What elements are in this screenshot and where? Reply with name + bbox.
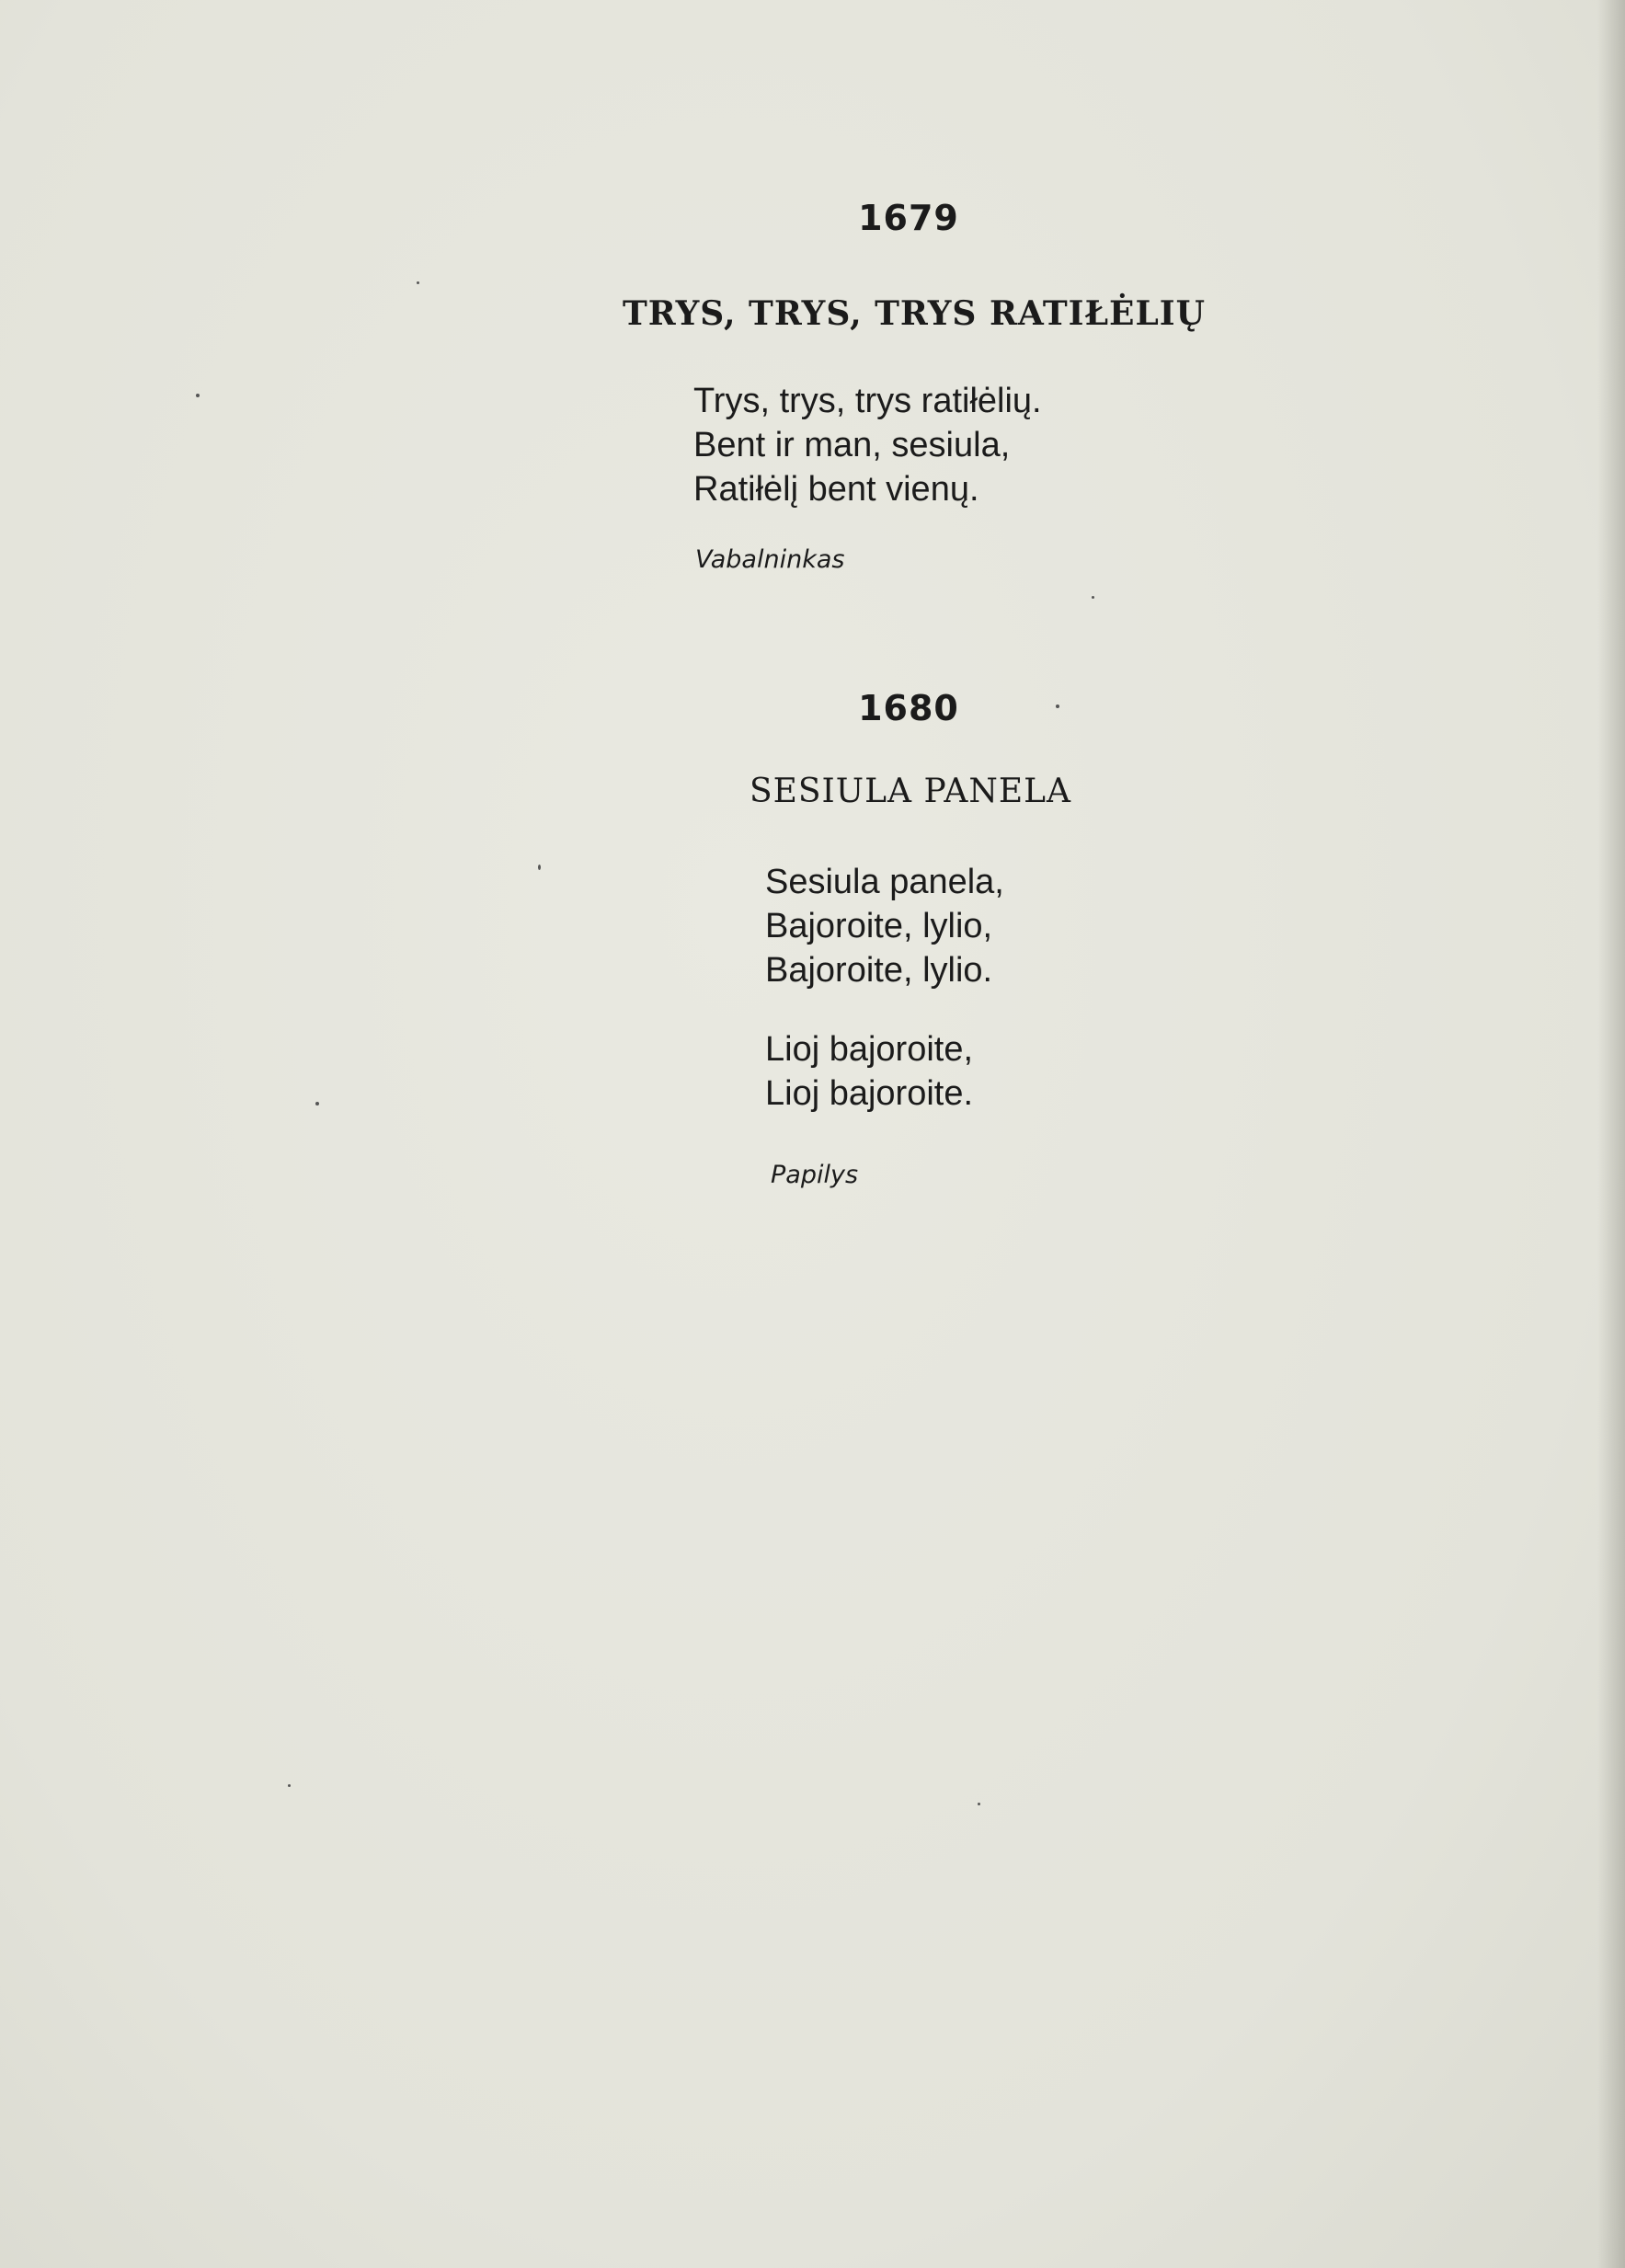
- stanza: [765, 1027, 1004, 1116]
- song-number-1679: 1679: [858, 198, 959, 238]
- place-of-recording-1680: Papilys: [771, 1161, 859, 1189]
- song-title-1680: SESIULA PANELA: [749, 773, 1072, 810]
- lyric-line: Bent ir man, sesiula,: [693, 426, 1011, 464]
- song-number-1680: 1680: [858, 688, 959, 728]
- lyric-line: Trys, trys, trys ratiłėlių.: [693, 382, 1042, 420]
- lyric-line: Lioj bajoroite,: [765, 1030, 974, 1069]
- place-of-recording-1679: Vabalninkas: [695, 545, 845, 574]
- lyric-line: Bajoroite, lylio,: [765, 907, 993, 945]
- lyric-line: Sesiula panela,: [765, 863, 1004, 901]
- stanza-gap: [765, 992, 1004, 1027]
- lyrics-1679: [693, 379, 1042, 511]
- lyric-line: Lioj bajoroite.: [765, 1074, 974, 1113]
- page-edge-shadow: [1597, 0, 1625, 2268]
- lyric-line: Ratiłėlį bent vienų.: [693, 470, 979, 509]
- stanza: [765, 860, 1004, 992]
- lyrics-1680: [765, 860, 1004, 1116]
- song-title-1679: TRYS, TRYS, TRYS RATIŁĖLIŲ: [622, 294, 1207, 333]
- lyric-line: Bajoroite, lylio.: [765, 951, 993, 990]
